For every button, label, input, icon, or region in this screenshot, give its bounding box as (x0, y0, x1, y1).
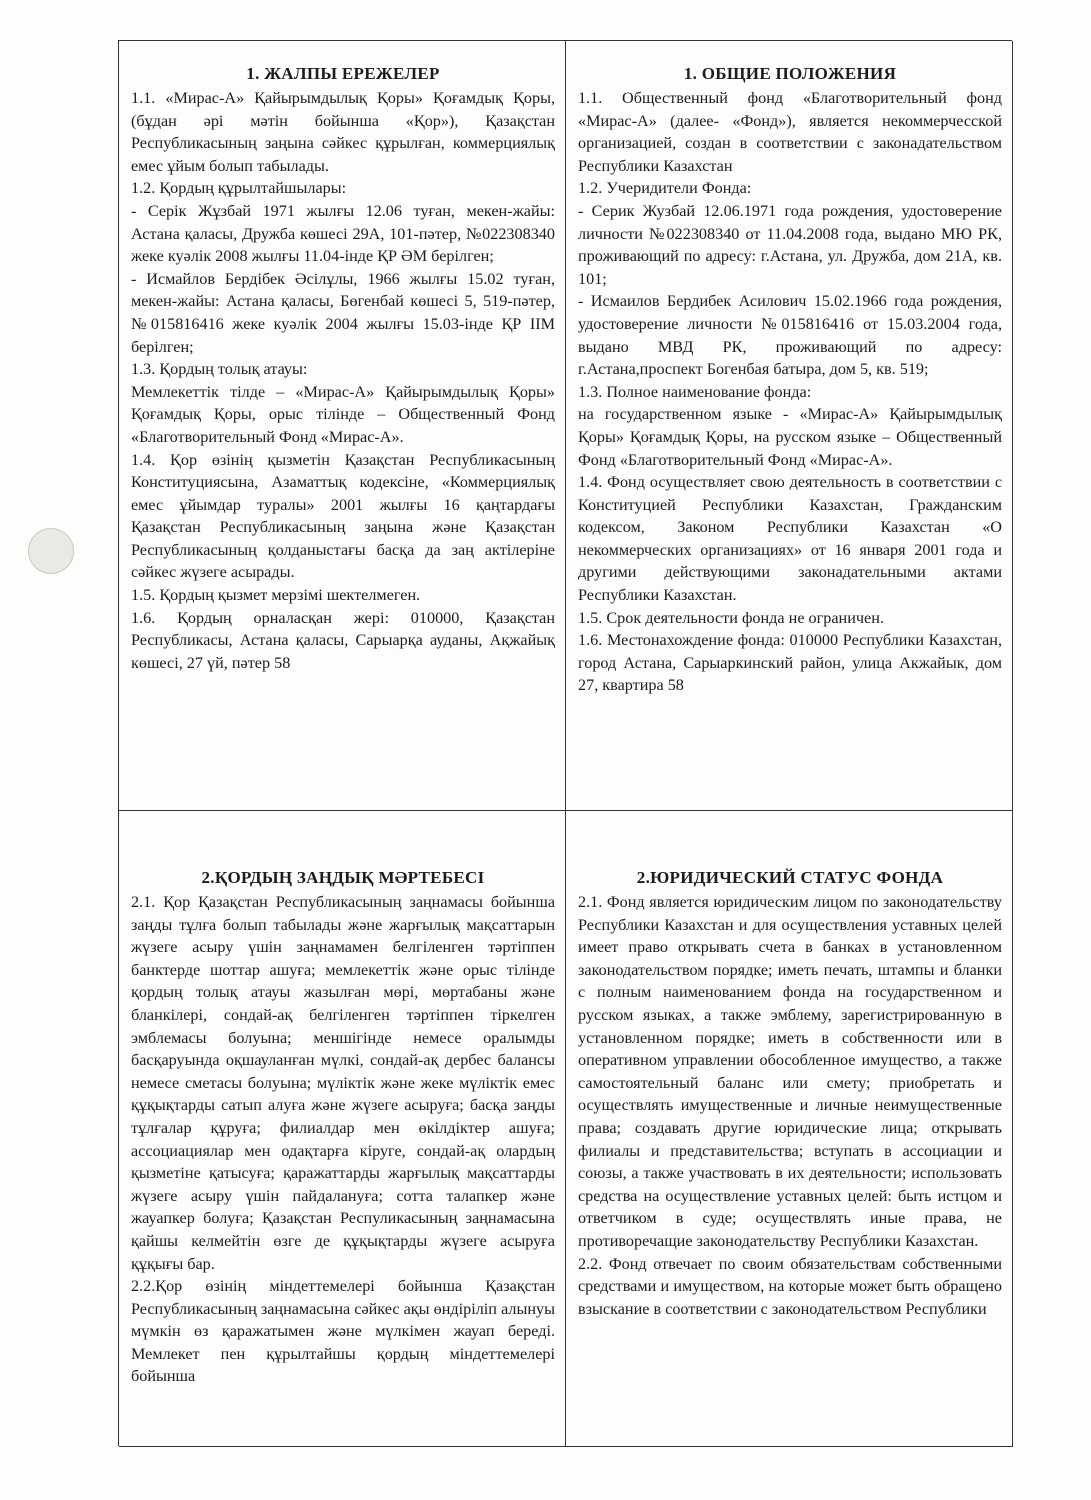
ru-para-1-5: 1.5. Срок деятельности фонда не ограничен. (578, 608, 884, 627)
ru-para-founder-1: - Серик Жузбай 12.06.1971 года рождения, удостоверение личности №022308340 от 11.04.2008 года, выдано МЮ РК, проживающий по адресу: г.Астана, ул. Дружба, дом 21А, кв. 101; (578, 201, 1002, 288)
ru-para-1-1: 1.1. Общественный фонд «Благотворительный фонд «Мирас-А» (далее- «Фонд»), является некоммерчесской организацией, создан в соответствии с законадательством Республики Казахстан (578, 89, 1002, 175)
ru-para-1-4: 1.4. Фонд осуществляет свою деятельность в соответствии с Конституцией Республики Казахстан, Гражданским кодексом, Законом Республики Казахстан «О некоммерческих организациях» от 16 января 2001 года и другими действующими законадательными актами Республики Казахстан. (578, 473, 1002, 605)
section1-ru-cell (566, 41, 1013, 811)
kz-para-1-6: 1.6. Қордың орналасқан жері: 010000, Қазақстан Республикасы, Астана қаласы, Сарыарқа ауданы, Ақжайық көшесі, 27 үй, пәтер 58 (131, 608, 555, 672)
kz-para-2-1: 2.1. Қор Қазақстан Республикасының заңнамасы бойынша заңды тұлға болып табылады және жарғылық мақсаттарын жүзеге асыру үшін заңнамамен белгіленген тәртіппен банктерде шоттар ашуға; мемлекеттік және орыс тілінде қордың толық атауы жазылған мөрі, мөртабаны және бланкілері, сондай-ақ белгіленген тәртіппен тіркелген эмблемасы болуына; меншігінде немесе оралымды басқаруында оқшауланған мүлкі, сондай-ақ дербес балансы немесе сметасы болуына; мүліктік және жеке мүліктік емес құқықтарды сатып алуға және жүзеге асыруға; басқа заңды тұлғалар құруға; филиалдар мен өкілдіктер ашуға; ассоциациялар мен одақтарға кіруге, сондай-ақ олардың қызметіне қатысуға; қаражаттарды жарғылық мақсаттарды жүзеге асыру үшін пайдалануға; сотта талапкер және жауапкер болуға; Қазақстан Респуликасының заңнамасына қайшы келмейтін өзге де құқықтарды жүзеге асыруға құқығы бар. (131, 893, 555, 1273)
ru-para-1-6: 1.6. Местонахождение фонда: 010000 Республики Казахстан, город Астана, Сарыаркинский район, улица Акжайык, дом 27, квартира 58 (578, 631, 1002, 695)
section2-kz-cell (119, 811, 566, 1447)
section2-ru-heading: 2.ЮРИДИЧЕСКИЙ СТАТУС ФОНДА (636, 868, 944, 887)
kz-para-2-2: 2.2.Қор өзінің міндеттемелері бойынша Қазақстан Республикасының заңнамасына сәйкес ақы өндіріліп алынуы мүмкін өз қаражатымен және мүлкімен жауап береді. Мемлекет пен құрылтайшы қордың міндеттемелері бойынша (131, 1277, 555, 1386)
kz-para-names: Мемлекеттік тілде – «Мирас-А» Қайырымдылық Қоры» Қоғамдық Қоры, орыс тілінде – Общественный Фонд «Благотворительный Фонд «Мирас-А». (131, 382, 555, 446)
kz-para-1-4: 1.4. Қор өзінің қызметін Қазақстан Республикасының Конституциясына, Азаматтық кодексіне, «Коммерциялық емес ұйымдар туралы» 2001 жылғы 16 қаңтардағы Қазақстан Республикасының заңына және Қазақстан Республикасының қолданыстағы басқа да заң актілеріне сәйкес жүзеге асырады. (131, 450, 555, 582)
kz-para-founder-2: - Исмайлов Бердібек Әсілұлы, 1966 жылғы 15.02 туған, мекен-жайы: Астана қаласы, Бөгенбай көшесі 5, 519-пәтер, №015816416 жеке куәлік 2004 жылғы 15.03-інде ҚР ІІМ берілген; (131, 269, 555, 356)
section1-kz-heading: 1. ЖАЛПЫ ЕРЕЖЕЛЕР (246, 64, 440, 83)
kz-para-1-2: 1.2. Қордың құрылтайшылары: (131, 179, 347, 198)
punch-hole (28, 528, 74, 574)
kz-para-founder-1: - Серік Жұзбай 1971 жылғы 12.06 туған, мекен-жайы: Астана қаласы, Дружба көшесі 29А, 101-пәтер, №022308340 жеке куәлік 2008 жылғы 11.04-інде ҚР ӘМ берілген; (131, 201, 555, 266)
section2-ru-cell (566, 811, 1013, 1447)
section1-ru-heading: 1. ОБЩИЕ ПОЛОЖЕНИЯ (683, 64, 897, 83)
ru-para-2-2: 2.2. Фонд отвечает по своим обязательствам собственными средствами и имуществом, на которые может быть обращено взыскание в соответствии с законодательством Республики (578, 1254, 1002, 1318)
kz-para-1-5: 1.5. Қордың қызмет мерзімі шектелмеген. (131, 586, 421, 605)
ru-para-1-3: 1.3. Полное наименование фонда: (578, 382, 812, 401)
ru-para-2-1: 2.1. Фонд является юридическим лицом по законодательству Республики Казахстан и для осуществления уставных целей имеет право открывать счета в банках в установленном законодательством порядке; иметь печать, штампы и бланки с полным наименованием фонда на государственном и русском языках, а также эмблему, зарегистрированную в установленном порядке; иметь в собственности или в оперативном управлении обособленное имущество, а также самостоятельный баланс или смету; приобретать и осуществлять имущественные и личные неимущественные права; создавать другие юридические лица; открывать филиалы и представительства; вступать в ассоциации и союзы, а также участвовать в их деятельности; использовать средства на осуществление уставных целей: быть истцом и ответчиком в суде; осуществлять иные права, не противоречащие законодательству Республики Казахстан. (578, 893, 1002, 1250)
kz-para-1-1: 1.1. «Мирас-А» Қайырымдылық Қоры» Қоғамдық Қоры, (бұдан әрі мәтін бойынша «Қор»), Қазақстан Республикасының заңына сәйкес құрылған, коммерциялық емес ұйым болып табылады. (131, 89, 555, 175)
bilingual-table (118, 40, 1012, 1446)
ru-para-names: на государственном языке - «Мирас-А» Қайырымдылық Қоры» Қоғамдық Қоры, на русском языке – Общественный Фонд «Благотворительный Фонд «Мирас-А». (578, 405, 1002, 469)
section1-kz-cell (119, 41, 566, 811)
kz-para-1-3: 1.3. Қордың толық атауы: (131, 360, 308, 379)
ru-para-founder-2: - Исмаилов Бердибек Асилович 15.02.1966 года рождения, удостоверение личности №015816416 от 15.03.2004 года, выдано МВД РК, проживающий по адресу: г.Астана,проспект Богенбая батыра, дом 5, кв. 519; (578, 292, 1002, 379)
ru-para-1-2: 1.2. Учеридители Фонда: (578, 179, 752, 198)
section2-kz-heading: 2.ҚОРДЫҢ ЗАҢДЫҚ МӘРТЕБЕСІ (201, 868, 485, 887)
